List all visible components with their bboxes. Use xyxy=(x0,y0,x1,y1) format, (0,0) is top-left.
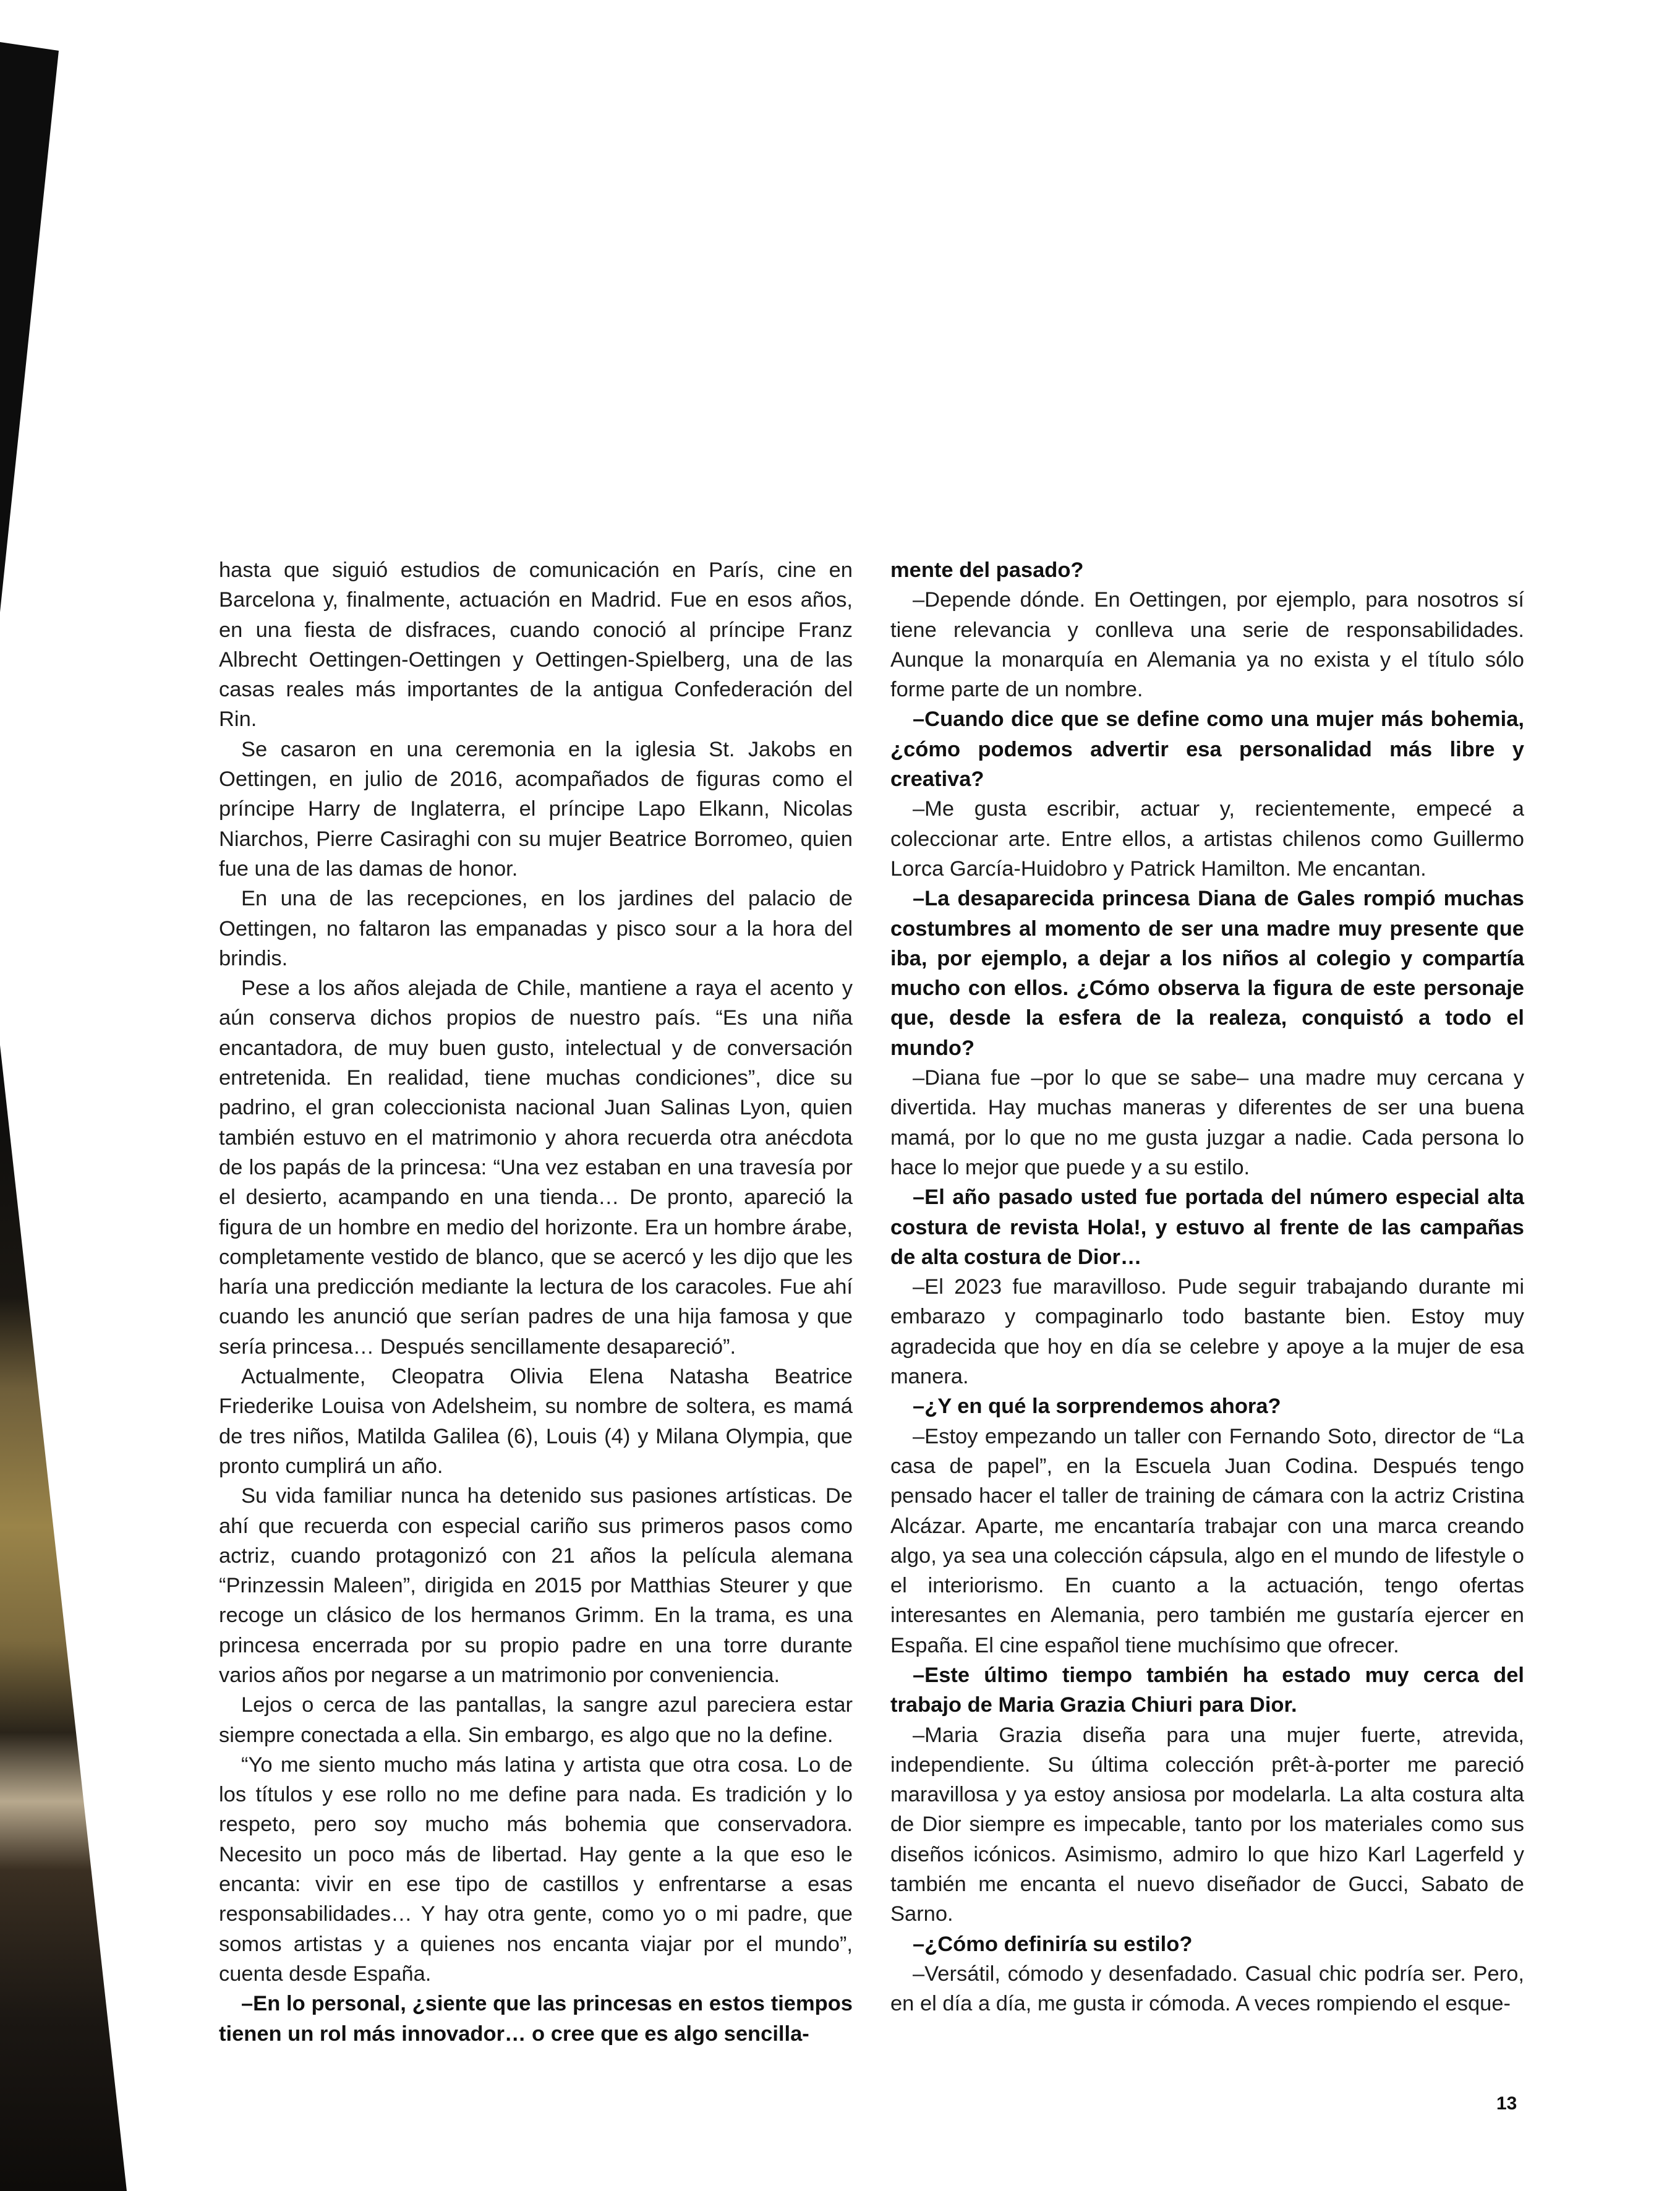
paragraph: Pese a los años alejada de Chile, mantiene a raya el acento y aún conserva dichos propios de nuestro país. “Es una niña encantadora, de muy buen gusto, intelectual y de conversación entretenida. En realidad, tiene muchas condiciones”, dice su padrino, el gran coleccionista nacional Juan Salinas Lyon, quien también estuvo en el matrimonio y ahora recuerda otra anécdota de los papás de la princesa: “Una vez estaban en una travesía por el desierto, acampando en una tienda… De pronto, apareció la figura de un hombre en medio del horizonte. Era un hombre árabe, completamente vestido de blanco, que se acercó y les dijo que les haría una predicción mediante la lectura de los caracoles. Fue ahí cuando les anunció que serían padres de una hija famosa y que sería princesa… Después sencillamente desapareció”. xyxy=(219,976,853,1359)
dress-photo xyxy=(0,42,59,612)
interview-answer: –Versátil, cómodo y desenfadado. Casual chic podría ser. Pero, en el día a día, me gusta ir cómoda. A veces rompiendo el esque- xyxy=(890,1962,1524,2016)
paragraph: Su vida familiar nunca ha detenido sus pasiones artísticas. De ahí que recuerda con especial cariño sus primeros pasos como actriz, cuando protagonizó con 21 años la película alemana “Prinzessin Maleen”, dirigida en 2015 por Matthias Steurer y que recoge un clásico de los hermanos Grimm. En la trama, es una princesa encerrada por su propio padre en una torre durante varios años por negarse a un matrimonio por conveniencia. xyxy=(219,1484,853,1687)
left-text-column xyxy=(219,555,853,2049)
interview-answer: –Diana fue –por lo que se sabe– una madre muy cercana y divertida. Hay muchas maneras y diferentes de ser una buena mamá, por lo que no me gusta juzgar a nadie. Cada persona lo hace lo mejor que puede y a su estilo. xyxy=(890,1066,1524,1179)
interview-answer: –Estoy empezando un taller con Fernando Soto, director de “La casa de papel”, en la Escuela Juan Codina. Después tengo pensado hacer el taller de training de cámara con la actriz Cristina Alcázar. Aparte, me encantaría trabajar con una marca creando algo, ya sea una colección cápsula, algo en el mundo de lifestyle o el interiorismo. En cuanto a la actuación, tengo ofertas interesantes en Alemania, pero también me gustaría ejercer en España. El cine español tiene muchísimo que ofrecer. xyxy=(890,1424,1524,1657)
interview-question: –¿Y en qué la sorprendemos ahora? xyxy=(913,1394,1281,1419)
right-text-column xyxy=(890,555,1524,2019)
page-number: 13 xyxy=(1496,2093,1517,2114)
interview-question: mente del pasado? xyxy=(890,558,1084,582)
paragraph: hasta que siguió estudios de comunicación en París, cine en Barcelona y, finalmente, actuación en Madrid. Fue en esos años, en una fiesta de disfraces, cuando conoció al príncipe Franz Albrecht Oettingen-Oettingen y Oettingen-Spielberg, una de las casas reales más importantes de la antigua Confederación del Rin. xyxy=(219,558,853,732)
paragraph: Lejos o cerca de las pantallas, la sangre azul pareciera estar siempre conectada a ella. Sin embargo, es algo que no la define. xyxy=(219,1693,853,1747)
interview-answer: –El 2023 fue maravilloso. Pude seguir trabajando durante mi embarazo y compaginarlo todo bastante bien. Estoy muy agradecida que hoy en día se celebre y apoye a la mujer de esa manera. xyxy=(890,1275,1524,1389)
interview-question: –La desaparecida princesa Diana de Gales rompió muchas costumbres al momento de ser una madre muy presente que iba, por ejemplo, a dejar a los niños al colegio y compartía mucho con ellos. ¿Cómo observa la figura de este personaje que, desde la esfera de la realeza, conquistó a todo el mundo? xyxy=(890,887,1524,1060)
interview-question: –En lo personal, ¿siente que las princesas en estos tiempos tienen un rol más innovador… o cree que es algo sencilla- xyxy=(219,1992,853,2046)
interview-answer: –Depende dónde. En Oettingen, por ejemplo, para nosotros sí tiene relevancia y conlleva una serie de responsabilidades. Aunque la monarquía en Alemania ya no exista y el título sólo forme parte de un nombre. xyxy=(890,588,1524,702)
interview-question: –Cuando dice que se define como una mujer más bohemia, ¿cómo podemos advertir esa personalidad más libre y creativa? xyxy=(890,707,1524,792)
paragraph: Actualmente, Cleopatra Olivia Elena Natasha Beatrice Friederike Louisa von Adelsheim, su nombre de soltera, es mamá de tres niños, Matilda Galilea (6), Louis (4) y Milana Olympia, que pronto cumplirá un año. xyxy=(219,1365,853,1478)
interview-question: –Este último tiempo también ha estado muy cerca del trabajo de Maria Grazia Chiuri para Dior. xyxy=(890,1663,1524,1717)
paragraph: En una de las recepciones, en los jardines del palacio de Oettingen, no faltaron las empanadas y pisco sour a la hora del brindis. xyxy=(219,887,853,970)
interview-answer: –Me gusta escribir, actuar y, recientemente, empecé a coleccionar arte. Entre ellos, a artistas chilenos como Guillermo Lorca García-Huidobro y Patrick Hamilton. Me encantan. xyxy=(890,797,1524,881)
interview-answer: –Maria Grazia diseña para una mujer fuerte, atrevida, independiente. Su última colección prêt-à-porter me pareció maravillosa y ya estoy ansiosa por modelarla. La alta costura alta de Dior siempre es impecable, tanto por los materiales como sus diseños icónicos. Asimismo, admiro lo que hizo Karl Lagerfeld y también me encanta el nuevo diseñador de Gucci, Sabato de Sarno. xyxy=(890,1723,1524,1926)
interview-question: –El año pasado usted fue portada del número especial alta costura de revista Hola!, y estuvo al frente de las campañas de alta costura de Dior… xyxy=(890,1185,1524,1269)
paragraph: Se casaron en una ceremonia en la iglesia St. Jakobs en Oettingen, en julio de 2016, acompañados de figuras como el príncipe Harry de Inglaterra, el príncipe Lapo Elkann, Nicolas Niarchos, Pierre Casiraghi con su mujer Beatrice Borromeo, quien fue una de las damas de honor. xyxy=(219,737,853,881)
paragraph: “Yo me siento mucho más latina y artista que otra cosa. Lo de los títulos y ese rollo no me define para nada. Es tradición y lo respeto, pero soy mucho más bohemia que conservadora. Necesito un poco más de libertad. Hay gente a la que eso le encanta: vivir en ese tipo de castillos y enfrentarse a esas responsabilidades… Y hay otra gente, como yo o mi padre, que somos artistas y a quienes nos encanta viajar por el mundo”, cuenta desde España. xyxy=(219,1753,853,1986)
interview-question: –¿Cómo definiría su estilo? xyxy=(913,1932,1193,1956)
gown-photo xyxy=(0,1045,127,2191)
